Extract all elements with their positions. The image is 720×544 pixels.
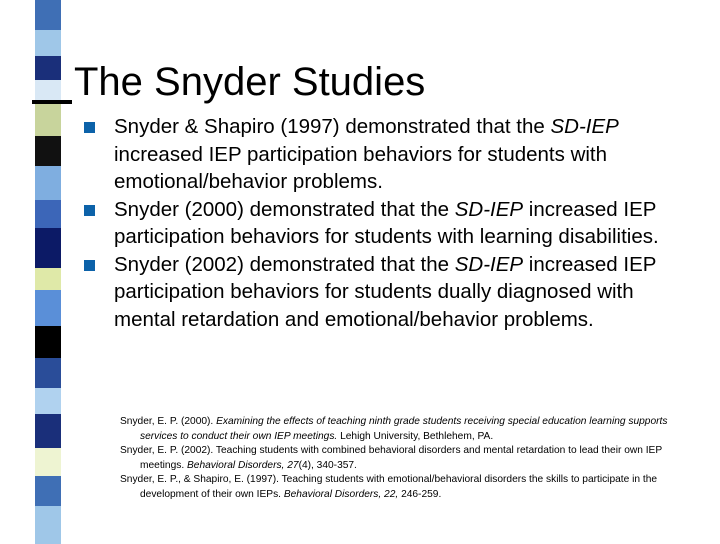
- bullet-item: Snyder (2002) demonstrated that the SD-IEP increased IEP participation behaviors for students dually diagnosed with mental retardation and emotional/behavior problems.: [88, 251, 688, 334]
- bullet-item: Snyder (2000) demonstrated that the SD-IEP increased IEP participation behaviors for students with learning disabilities.: [88, 196, 688, 251]
- reference-item: Snyder, E. P. (2000). Examining the effects of teaching ninth grade students receiving special education learning supports services to conduct their own IEP meetings. Lehigh University, Bethlehem, PA.: [120, 416, 668, 442]
- square-bullet-icon: [84, 205, 95, 216]
- reference-item: Snyder, E. P. (2002). Teaching students with combined behavioral disorders and mental retardation to lead their own IEP meetings. Behavioral Disorders, 27(4), 340-357.: [120, 445, 662, 471]
- title-rule: [32, 100, 72, 104]
- references: [120, 415, 690, 502]
- bullet-list: [88, 113, 688, 333]
- square-bullet-icon: [84, 122, 95, 133]
- decorative-color-stripe: [35, 0, 61, 540]
- reference-item: Snyder, E. P., & Shapiro, E. (1997). Teaching students with emotional/behavioral disorders the skills to participate in the development of their own IEPs. Behavioral Disorders, 22, 246-259.: [120, 474, 658, 500]
- square-bullet-icon: [84, 260, 95, 271]
- slide-title: The Snyder Studies: [74, 60, 426, 104]
- bullet-item: Snyder & Shapiro (1997) demonstrated that the SD-IEP increased IEP participation behaviors for students with emotional/behavior problems.: [88, 113, 688, 196]
